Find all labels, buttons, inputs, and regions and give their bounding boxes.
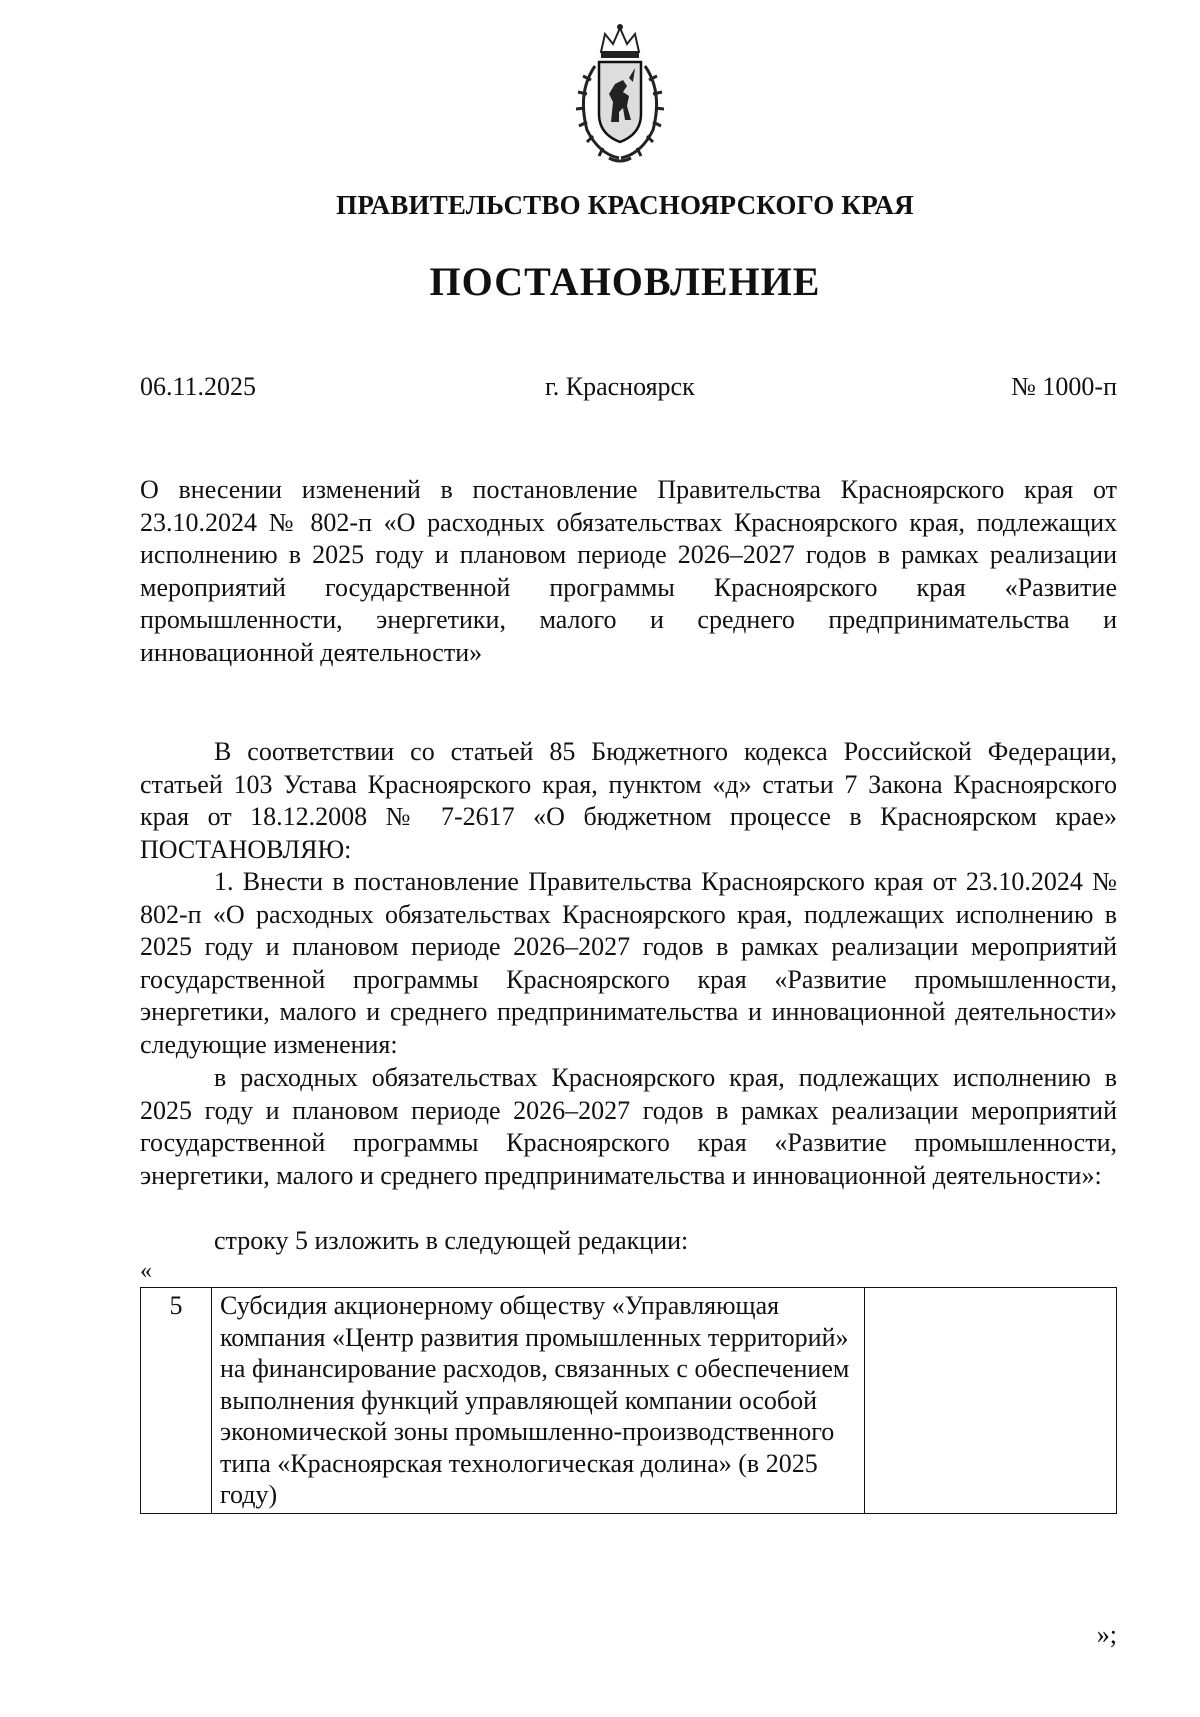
document-type: ПОСТАНОВЛЕНИЕ <box>429 259 821 304</box>
row-instruction: строку 5 изложить в следующей редакции: <box>214 1226 689 1255</box>
obligations-paragraph: в расходных обязательствах Красноярского края, подлежащих исполнению в 2025 году и плановом периоде 2026–2027 годов в рамках реализации мероприятий государственной программы Красноярского края «Развитие промышленности, энергетики, малого и среднего предпринимательства и инновационной деятельности»: <box>140 1063 1117 1190</box>
row-empty-cell <box>865 1288 1117 1514</box>
preamble-paragraph: В соответствии со статьей 85 Бюджетного кодекса Российской Федерации, статьей 103 Устава Красноярского края, пунктом «д» статьи 7 Закона Красноярского края от 18.12.2008 № 7-2617 «О бюджетном процессе в Красноярском крае» ПОСТАНОВЛЯЮ: <box>140 737 1117 864</box>
row-description-cell: Субсидия акционерному обществу «Управляющая компания «Центр развития промышленных территорий» на финансирование расходов, связанных с обеспечением выполнения функций управляющей компании особой экономической зоны промышленно-производственного типа «Красноярская технологическая долина» (в 2025 году) <box>212 1288 865 1514</box>
row-number-cell: 5 <box>141 1288 212 1514</box>
coat-of-arms-icon <box>565 22 675 164</box>
document-city: г. Красноярск <box>545 372 695 401</box>
document-title: О внесении изменений в постановление Правительства Красноярского края от 23.10.2024 № 802-п «О расходных обязательствах Красноярского края, подлежащих исполнению в 2025 году и плановом периоде 2026–2027 годов в рамках реализации мероприятий государственной программы Красноярского края «Развитие промышленности, энергетики, малого и среднего предпринимательства и инновационной деятельности» <box>140 475 1117 667</box>
table-row <box>141 1288 1117 1514</box>
organization-name: ПРАВИТЕЛЬСТВО КРАСНОЯРСКОГО КРАЯ <box>336 190 914 220</box>
document-number: № 1000-п <box>1011 372 1117 401</box>
closing-quote: »; <box>1096 1620 1117 1649</box>
document-date: 06.11.2025 <box>140 372 257 401</box>
item-1-paragraph: 1. Внести в постановление Правительства Красноярского края от 23.10.2024 № 802-п «О расходных обязательствах Красноярского края, подлежащих исполнению в 2025 году и плановом периоде 2026–2027 годов в рамках реализации мероприятий государственной программы Красноярского края «Развитие промышленности, энергетики, малого и среднего предпринимательства и инновационной деятельности» следующие изменения: <box>140 867 1117 1059</box>
opening-quote: « <box>140 1258 152 1284</box>
amendment-table <box>140 1287 1117 1514</box>
